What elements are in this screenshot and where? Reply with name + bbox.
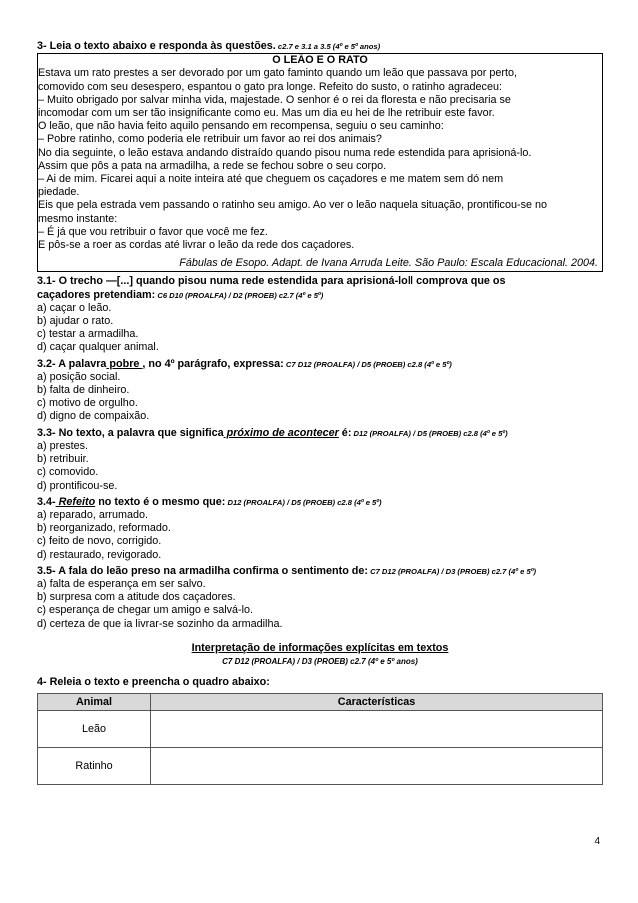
characteristics-table — [37, 693, 603, 785]
question-3-title: 3- Leia o texto abaixo e responda às questões. — [37, 40, 276, 52]
option: d) prontificou-se. — [37, 479, 118, 492]
question-3-2-word: pobre — [106, 357, 143, 370]
question-3-5-tag: C7 D12 (PROALFA) / D3 (PROEB) c2.7 (4º e 5º) — [367, 566, 536, 576]
option: b) falta de dinheiro. — [37, 384, 130, 397]
story-line: Estava um rato prestes a ser devorado por um gato faminto quando um leão que passava por perto, — [38, 67, 517, 80]
characteristics-cell-ratinho[interactable] — [151, 748, 603, 785]
option: c) testar a armadilha. — [37, 328, 139, 341]
characteristics-cell-leao[interactable] — [151, 711, 603, 748]
table-header-row — [38, 694, 603, 711]
option: b) retribuir. — [37, 453, 89, 466]
row-label-ratinho: Ratinho — [38, 748, 151, 785]
question-3-2-head-cont: , no 4º parágrafo, expressa: — [142, 357, 284, 370]
question-3-3-head: 3.3- No texto, a palavra que significa — [37, 426, 224, 439]
column-header-animal: Animal — [38, 694, 151, 711]
question-3-1-tag: C6 D10 (PROALFA) / D2 (PROEB) c2.7 (4º e 5º) — [155, 290, 324, 300]
option: b) ajudar o rato. — [37, 315, 114, 328]
question-3-4-tag: D12 (PROALFA) / D5 (PROEB) c2.8 (4º e 5º) — [225, 497, 382, 507]
section-title: Interpretação de informações explícitas em textos — [191, 641, 449, 654]
story-box — [37, 53, 603, 272]
table-row — [38, 711, 603, 748]
option: d) restaurado, revigorado. — [37, 548, 162, 561]
column-header-characteristics: Características — [151, 694, 603, 711]
option: a) posição social. — [37, 370, 121, 383]
story-line: comovido com seu desespero, espantou o gato pra longe. Refeito do susto, o ratinho agradeceu: — [38, 80, 502, 93]
option: a) falta de esperança em ser salvo. — [37, 577, 206, 590]
option: d) certeza de que ia livrar-se sozinho da armadilha. — [37, 617, 283, 630]
question-3-5-head: 3.5- A fala do leão preso na armadilha confirma o sentimento de: — [37, 564, 368, 577]
option: c) comovido. — [37, 466, 99, 479]
question-3-3-tag: D12 (PROALFA) / D5 (PROEB) c2.8 (4º e 5º) — [351, 428, 508, 438]
question-3-4-head: 3.4- — [37, 495, 56, 508]
table-row — [38, 748, 603, 785]
question-3-1-head: 3.1- O trecho ―[...] quando pisou numa rede estendida para aprisioná-lo‖ comprova que os — [37, 275, 506, 288]
question-3-2-tag: C7 D12 (PROALFA) / D5 (PROEB) c2.8 (4º e 5º) — [283, 359, 452, 369]
question-4 — [37, 676, 603, 785]
worksheet-page — [37, 40, 603, 785]
story-title: O LEÃO E O RATO — [272, 54, 368, 67]
question-3-3-word: próximo de acontecer — [223, 426, 339, 439]
question-3-4 — [37, 496, 603, 562]
question-3-4-word: Refeito — [55, 495, 96, 508]
question-3-2-head: 3.2- A palavra — [37, 357, 107, 370]
page-number: 4 — [594, 836, 600, 847]
option: b) surpresa com a atitude dos caçadores. — [37, 591, 236, 604]
story-line: Assim que pôs a pata na armadilha, a rede se fechou sobre o seu corpo. — [38, 159, 387, 172]
story-line: mesmo instante: — [38, 212, 118, 225]
option: a) reparado, arrumado. — [37, 508, 149, 521]
question-4-title: 4- Releia o texto e preencha o quadro abaixo: — [37, 676, 270, 689]
story-line: – Muito obrigado por salvar minha vida, majestade. O senhor é o rei da floresta e não precisaria se — [38, 93, 511, 106]
question-3-1-head-cont: caçadores pretendiam: — [37, 288, 156, 301]
option: c) feito de novo, corrigido. — [37, 535, 162, 548]
story-line: Eis que pela estrada vem passando o ratinho seu amigo. Ao ver o leão naquela situação, prontificou-se no — [38, 199, 547, 212]
option: c) motivo de orgulho. — [37, 397, 138, 410]
option: a) prestes. — [37, 439, 89, 452]
story-line: – É já que vou retribuir o favor que você me fez. — [38, 225, 268, 238]
option: d) digno de compaixão. — [37, 410, 150, 423]
option: b) reorganizado, reformado. — [37, 522, 171, 535]
story-line: incomodar com um ser tão insignificante como eu. Mas um dia eu hei de lhe retribuir este favor. — [38, 107, 495, 120]
question-3-1 — [37, 275, 603, 354]
story-line: – Pobre ratinho, como poderia ele retribuir um favor ao rei dos animais? — [38, 133, 382, 146]
story-credit: Fábulas de Esopo. Adapt. de Ivana Arruda Leite. São Paulo: Escala Educacional. 2004. — [179, 257, 598, 270]
question-3-header — [37, 40, 603, 53]
option: a) caçar o leão. — [37, 301, 112, 314]
question-3-3 — [37, 427, 603, 493]
question-3-5 — [37, 565, 603, 631]
option: c) esperança de chegar um amigo e salvá-lo. — [37, 604, 254, 617]
question-3-2 — [37, 358, 603, 424]
question-3-3-head-cont: é: — [338, 426, 352, 439]
question-3-tag: c2.7 e 3.1 a 3.5 (4º e 5º anos) — [275, 42, 381, 51]
section-tag: C7 D12 (PROALFA) / D3 (PROEB) c2.7 (4º e 5º anos) — [222, 656, 418, 666]
question-3-4-head-cont: no texto é o mesmo que: — [95, 495, 226, 508]
row-label-leao: Leão — [38, 711, 151, 748]
story-line: – Ai de mim. Ficarei aqui a noite inteira até que cheguem os caçadores e me matem sem dó nem — [38, 173, 504, 186]
story-line: O leão, que não havia feito aquilo pensando em recompensa, seguiu o seu caminho: — [38, 120, 444, 133]
story-line: piedade. — [38, 186, 80, 199]
option: d) caçar qualquer animal. — [37, 341, 159, 354]
story-line: No dia seguinte, o leão estava andando distraído quando pisou numa rede estendida para aprisioná-lo. — [38, 146, 532, 159]
story-line: E pôs-se a roer as cordas até livrar o leão da rede dos caçadores. — [38, 239, 355, 252]
